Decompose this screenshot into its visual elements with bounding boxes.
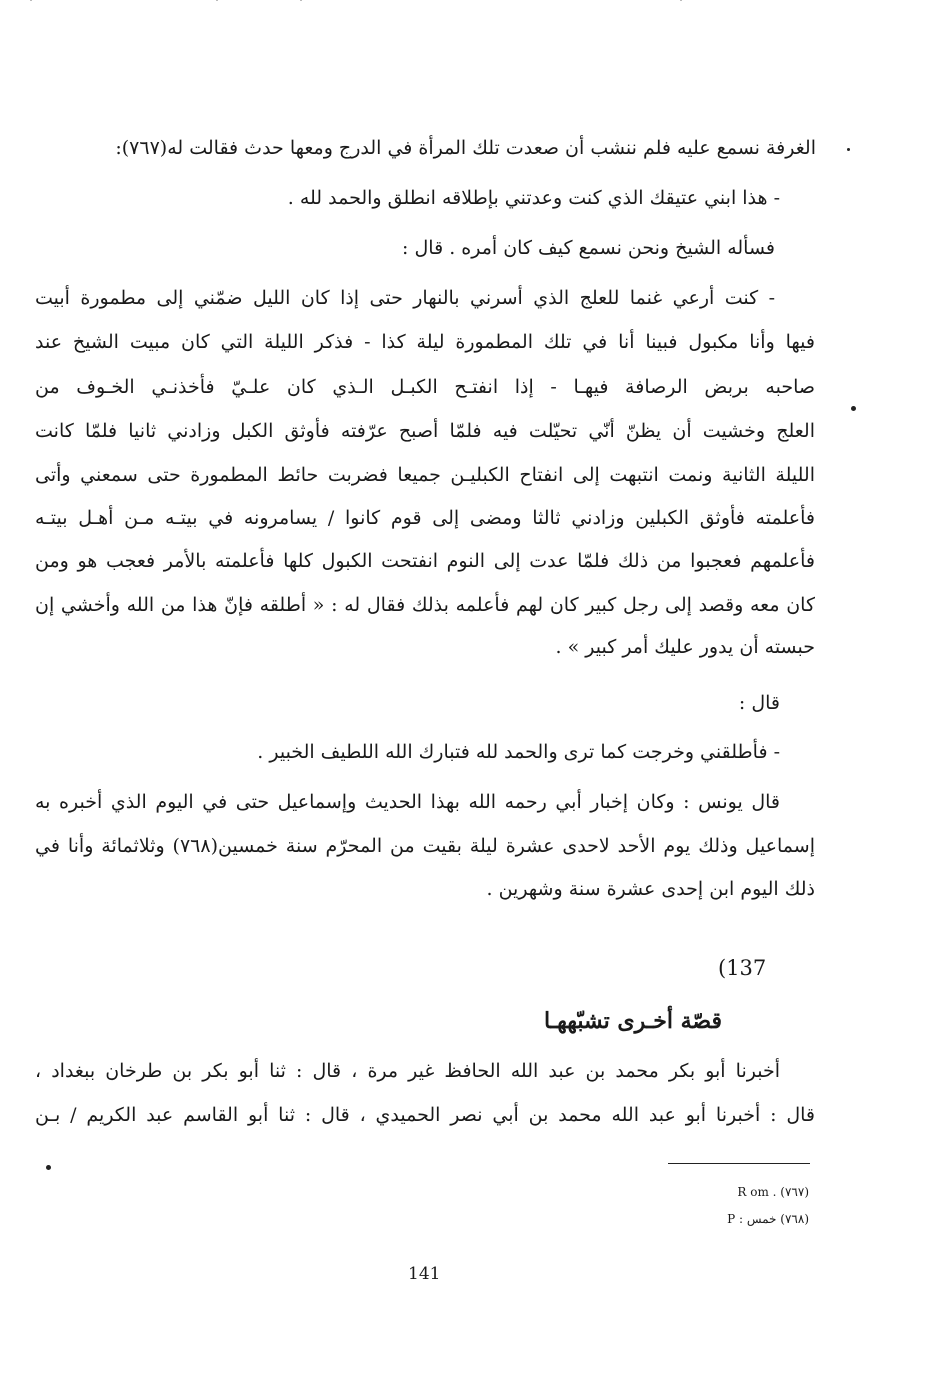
body-line: العلج وخشيت أن يظنّ أنّي تحيّلت فيه فلمّا أصبح عرّفته فأوثق الكبل وزادني ثانيا فلمّا كانت [35, 420, 815, 442]
body-line: - فأطلقني وخرجت كما ترى والحمد لله فتبارك الله اللطيف الخبير . [257, 741, 780, 763]
body-line: حبسته أن يدور عليك أمر كبير » . [555, 636, 815, 658]
footnote-rule [668, 1163, 810, 1164]
body-line: فسأله الشيخ ونحن نسمع كيف كان أمره . قال : [402, 237, 775, 259]
body-line: قال يونس : وكان إخبار أبي رحمه الله بهذا الحديث وإسماعيل حتى في اليوم الذي أخبره به [35, 791, 780, 813]
margin-dot [847, 148, 850, 151]
body-line: الليلة الثانية ونمت انتبهت إلى انفتاح الكبليـن جميعا فضربت حائط المطمورة حتى سمعني وأتى [35, 464, 815, 486]
section-number: (137 [718, 956, 767, 980]
margin-dot [851, 406, 856, 411]
scan-mark [680, 0, 682, 1]
body-line: فأعلمته فأوثق الكبلين وزادني ثالثا ومضى إلى قوم كانوا / يسامرونه في بيتـه مـن أهـل بيتـه [35, 507, 815, 529]
section-heading: قصّة أخـرى تشبّههـا [543, 1008, 722, 1034]
body-line: كان معه وقصد إلى رجل كبير كان لهم فأعلمه بذلك فقال له : « أطلقه فإنّ هذا من الله وأخشي إن [35, 594, 815, 616]
section-line: قال : أخبرنا أبو عبد الله محمد بن أبي نصر الحميدي ، قال : ثنا أبو القاسم عبد الكريم / بـن [35, 1104, 815, 1126]
body-line: فيها وأنا مكبول فبينا أنا في تلك المطمورة ليلة كذا - فذكر الليلة التي كان مبيت الشيخ عند [35, 331, 815, 353]
footnote: (٧٦٨) خمس : P [727, 1212, 809, 1226]
body-line: الغرفة نسمع عليه فلم ننشب أن صعدت تلك المرأة في الدرج ومعها حدث فقالت له(٧٦٧): [115, 137, 816, 159]
section-line: أخبرنا أبو بكر محمد بن عبد الله الحافظ غير مرة ، قال : ثنا أبو بكر بن طرخان ببغداد ، [35, 1060, 780, 1082]
body-line: - هذا ابني عتيقك الذي كنت وعدتني بإطلاقه انطلق والحمد لله . [287, 187, 780, 209]
scan-mark [216, 0, 218, 1]
body-line: قال : [738, 692, 780, 714]
scan-mark [300, 0, 302, 1]
body-line: صاحبه بربض الرصافة فيهـا - إذا انفتـح الكبـل الـذي كان علـيّ فأخذنـي الخـوف من [35, 376, 815, 398]
margin-dot [46, 1165, 51, 1170]
page-number: 141 [408, 1264, 441, 1284]
scan-mark [30, 0, 32, 1]
footnote: (٧٦٧) . R om [737, 1185, 809, 1199]
body-line: - كنت أرعي غنما للعلج الذي أسرني بالنهار حتى إذا كان الليل ضمّني إلى مطمورة أبيت [35, 287, 775, 309]
body-line: فأعلمهم فعجبوا من ذلك فلمّا عدت إلى النوم انفتحت الكبول كلها فأعلمته بالأمر فعجب هو ومن [35, 550, 815, 572]
body-line: إسماعيل وذلك يوم الأحد لاحدى عشرة ليلة بقيت من المحرّم سنة خمسين(٧٦٨) وثلاثمائة وأنا في [35, 835, 815, 857]
body-line: ذلك اليوم ابن إحدى عشرة سنة وشهرين . [486, 878, 815, 900]
